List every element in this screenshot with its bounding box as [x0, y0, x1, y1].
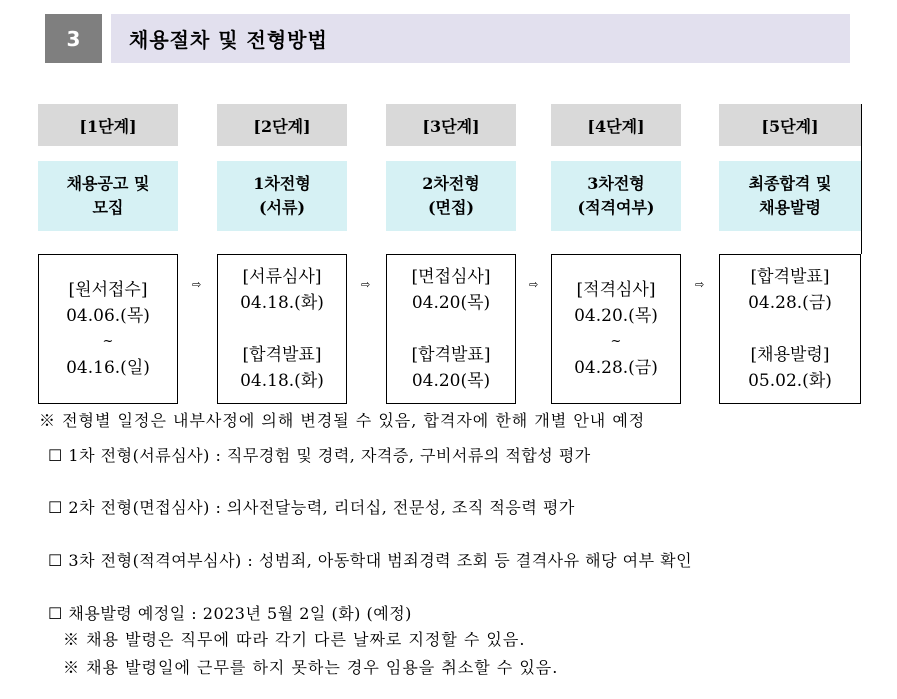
stage-name-line: (적격여부) [577, 198, 655, 217]
schedule-line: 04.20(목) [411, 371, 491, 391]
schedule-line: [합격발표] [242, 345, 322, 365]
schedule-line: 04.20.(목) [574, 306, 658, 326]
stage-name [38, 161, 178, 231]
schedule-line: 05.02.(화) [748, 371, 832, 391]
criteria-item-2: ☐ 2차 전형(면접심사) : 의사전달능력, 리더십, 전문성, 조직 적응력 평가 [48, 498, 575, 517]
schedule-line: [원서접수] [68, 280, 148, 300]
appointment-date: ☐ 채용발령 예정일 : 2023년 5월 2일 (화) (예정) [48, 604, 412, 623]
stage-step-label: [2단계] [217, 104, 347, 146]
schedule-note: ※ 전형별 일정은 내부사정에 의해 변경될 수 있음, 합격자에 한해 개별 안내 예정 [39, 411, 646, 430]
schedule-line: 04.16.(일) [66, 358, 150, 378]
stage-name-line: (면접) [427, 198, 475, 217]
stage-name-line: 채용공고 및 [66, 174, 150, 193]
schedule-line: 04.28.(금) [574, 358, 658, 378]
section-header [111, 14, 850, 63]
stage-schedule [38, 254, 178, 404]
schedule-line: ~ [102, 334, 114, 349]
schedule-line: ~ [610, 334, 622, 349]
stage-name [217, 161, 347, 231]
schedule-line: [합격발표] [411, 345, 491, 365]
stage-step-label: [1단계] [38, 104, 178, 146]
stage-schedule [719, 254, 861, 404]
stage-5 [719, 104, 861, 391]
criteria-item-3: ☐ 3차 전형(적격여부심사) : 성범죄, 아동학대 범죄경력 조회 등 결격사유 해당 여부 확인 [48, 551, 693, 570]
schedule-line: [합격발표] [750, 267, 830, 287]
stage-name-line: 모집 [92, 198, 124, 217]
stage-3 [386, 104, 516, 391]
schedule-line: 04.28.(금) [748, 293, 832, 313]
stage-name-line: (서류) [258, 198, 306, 217]
stage-schedule [217, 254, 347, 404]
stage-name [386, 161, 516, 231]
sub-note-1: ※ 채용 발령은 직무에 따라 각기 다른 날짜로 지정할 수 있음. [63, 630, 526, 649]
stage-2 [217, 104, 347, 391]
stage-name-line: 채용발령 [759, 198, 821, 217]
schedule-line: [서류심사] [242, 267, 322, 287]
schedule-line: [채용발령] [750, 345, 830, 365]
schedule-line: 04.20(목) [411, 293, 491, 313]
stage-name [719, 161, 861, 231]
stage-schedule [551, 254, 681, 404]
stage-step-label: [3단계] [386, 104, 516, 146]
schedule-line: [면접심사] [411, 267, 491, 287]
arrow-icon: ⇨ [695, 278, 705, 291]
arrow-icon: ⇨ [361, 278, 371, 291]
schedule-line: [적격심사] [576, 280, 656, 300]
criteria-item-1: ☐ 1차 전형(서류심사) : 직무경험 및 경력, 자격증, 구비서류의 적합성 평가 [48, 446, 591, 465]
arrow-icon: ⇨ [192, 278, 202, 291]
section-number: 3 [45, 14, 102, 63]
stage-name-line: 3차전형 [587, 174, 645, 193]
stage-step-label: [5단계] [719, 104, 861, 146]
divider-line [861, 104, 862, 254]
stage-name [551, 161, 681, 231]
schedule-line: 04.06.(목) [66, 306, 150, 326]
schedule-line: 04.18.(화) [240, 371, 324, 391]
stage-name-line: 1차전형 [253, 174, 311, 193]
schedule-line: 04.18.(화) [240, 293, 324, 313]
stage-4 [551, 104, 681, 378]
stage-1 [38, 104, 178, 378]
sub-note-2: ※ 채용 발령일에 근무를 하지 못하는 경우 임용을 취소할 수 있음. [63, 658, 559, 677]
section-title: 채용절차 및 전형방법 [129, 28, 328, 52]
arrow-icon: ⇨ [529, 278, 539, 291]
stage-name-line: 최종합격 및 [748, 174, 832, 193]
stage-schedule [386, 254, 516, 404]
stage-name-line: 2차전형 [422, 174, 480, 193]
stage-step-label: [4단계] [551, 104, 681, 146]
